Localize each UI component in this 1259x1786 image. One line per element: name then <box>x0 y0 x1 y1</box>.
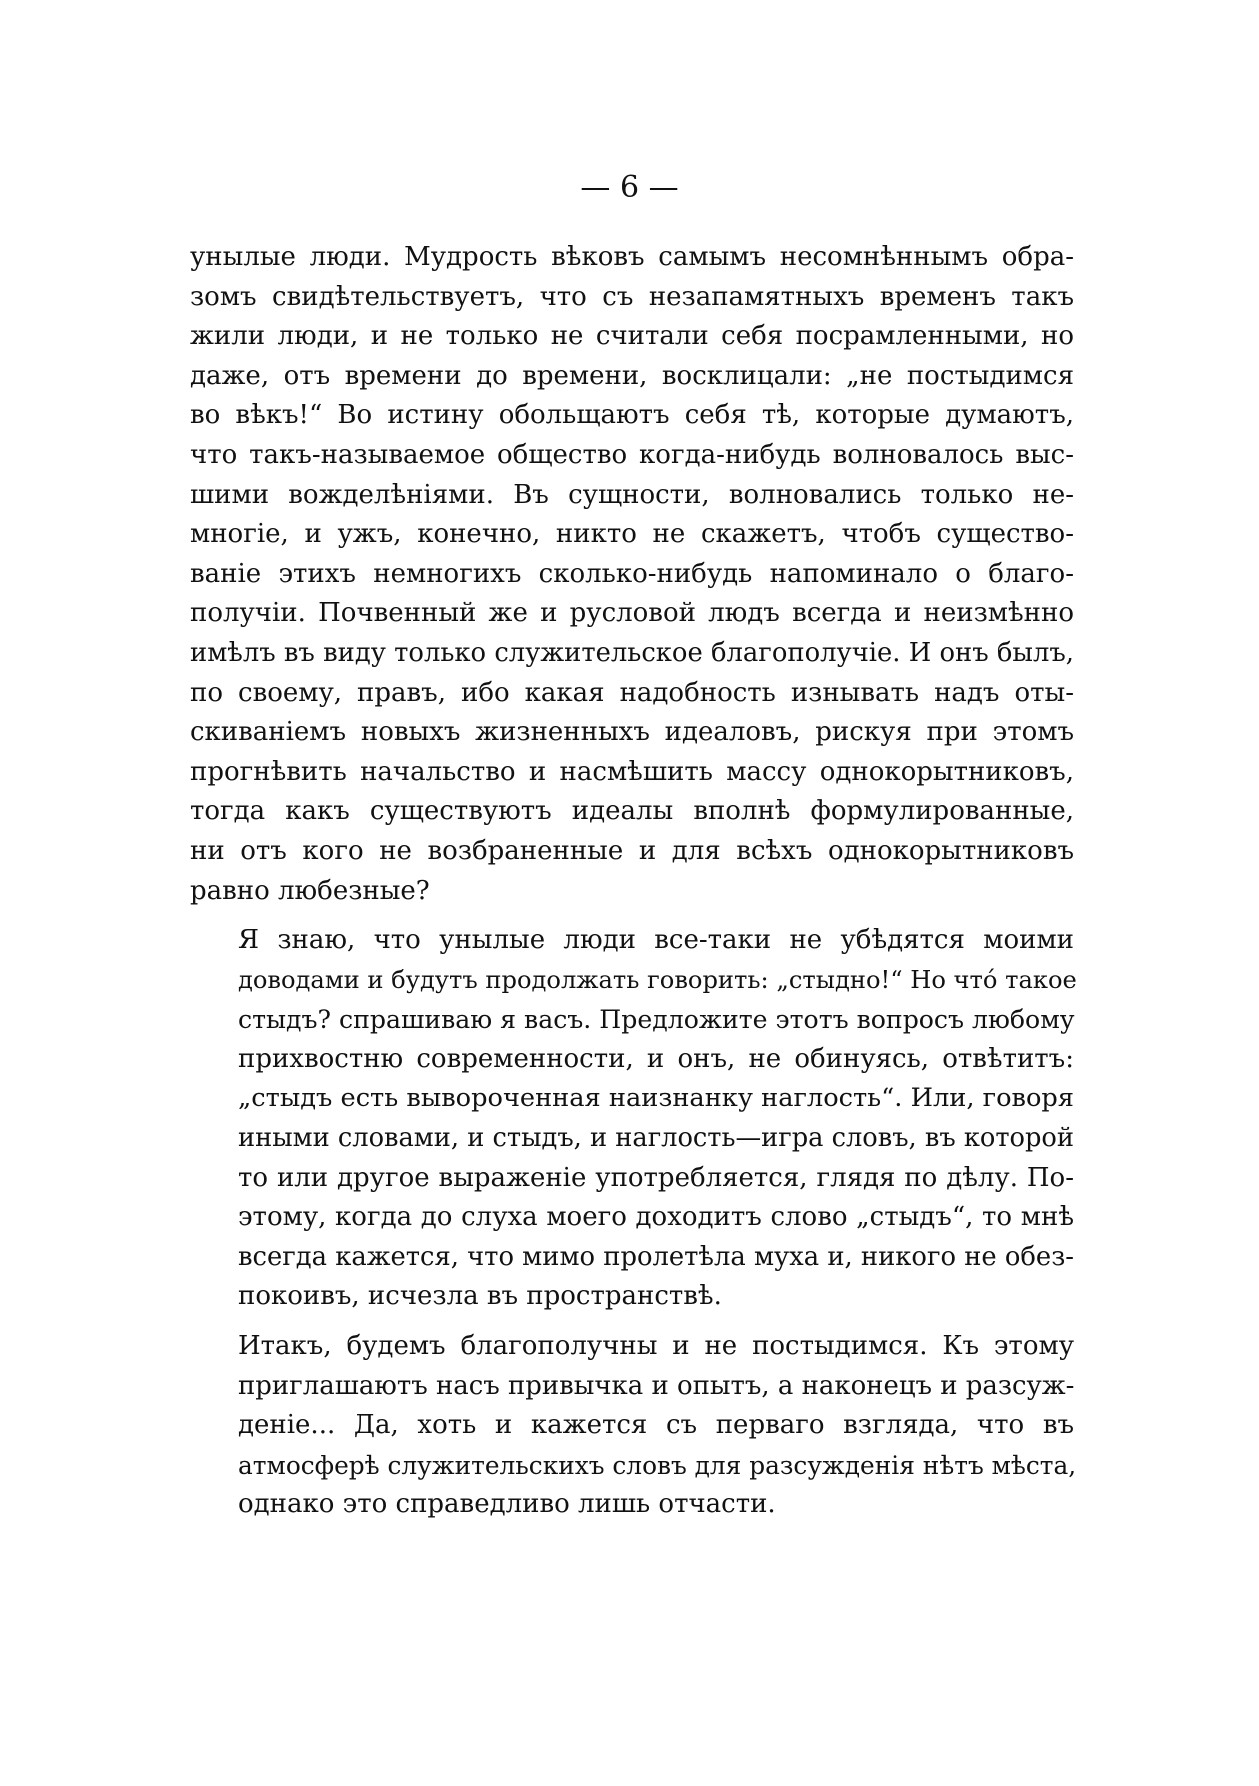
text-line: иными словами, и стыдъ, и наглость—игра словъ, въ которой <box>238 1123 1074 1154</box>
text-line: прогнѣвить начальство и насмѣшить массу однокорытниковъ, <box>190 756 1074 787</box>
text-line: многіе, и ужъ, конечно, никто не скажетъ, чтобъ существо- <box>190 519 1074 550</box>
text-line: Я знаю, что унылые люди все-таки не убѣдятся моими <box>238 925 1074 956</box>
text-line: атмосферѣ служительскихъ словъ для разсужденія нѣтъ мѣста, <box>238 1450 1077 1480</box>
text-line: даже, отъ времени до времени, восклицали: „не постыдимся <box>190 360 1074 391</box>
text-line: стыдъ? спрашиваю я васъ. Предложите этотъ вопросъ любому <box>238 1005 1075 1035</box>
text-line: по своему, правъ, ибо какая надобность изнывать надъ оты- <box>190 677 1074 708</box>
paragraph-2 <box>190 921 1077 1317</box>
text-line: жили люди, и не только не считали себя посрамленными, но <box>190 321 1074 352</box>
paragraph-1 <box>190 238 1074 911</box>
text-line: „стыдъ есть вывороченная наизнанку наглость“. Или, говоря <box>238 1083 1074 1114</box>
body-text <box>190 238 1077 1525</box>
text-line: однако это справедливо лишь отчасти. <box>238 1489 776 1520</box>
text-line: приглашаютъ насъ привычка и опытъ, а наконецъ и разсуж- <box>238 1370 1075 1401</box>
text-line: имѣлъ въ виду только служительское благополучіе. И онъ былъ, <box>190 637 1074 668</box>
paragraph-3 <box>190 1327 1077 1525</box>
text-line: тогда какъ существуютъ идеалы вполнѣ формулированные, <box>190 796 1074 827</box>
text-line: что такъ-называемое общество когда-нибудь волновалось выс- <box>190 439 1074 470</box>
text-line: унылые люди. Мудрость вѣковъ самымъ несомнѣннымъ обра- <box>190 242 1074 272</box>
text-line: во вѣкъ!“ Во истину обольщаютъ себя тѣ, которые думаютъ, <box>190 400 1074 431</box>
text-line: ваніе этихъ немногихъ сколько-нибудь напоминало о благо- <box>190 558 1074 589</box>
text-line: этому, когда до слуха моего доходитъ слово „стыдъ“, то мнѣ <box>238 1202 1074 1233</box>
text-line: Итакъ, будемъ благополучны и не постыдимся. Къ этому <box>238 1331 1074 1362</box>
text-line: шими вожделѣніями. Въ сущности, волновались только не- <box>190 479 1074 510</box>
text-line: доводами и будутъ продолжать говорить: „стыдно!“ Но что́ такое <box>238 965 1077 994</box>
text-line: ни отъ кого не возбраненные и для всѣхъ однокорытниковъ <box>190 835 1074 866</box>
text-line: деніе... Да, хоть и кажется съ перваго взгляда, что въ <box>238 1410 1074 1441</box>
text-line: то или другое выраженіе употребляется, глядя по дѣлу. По- <box>238 1162 1074 1193</box>
text-line: зомъ свидѣтельствуетъ, что съ незапамятныхъ временъ такъ <box>190 281 1074 312</box>
text-line: скиваніемъ новыхъ жизненныхъ идеаловъ, рискуя при этомъ <box>190 717 1074 748</box>
page-number: — 6 — <box>580 170 679 205</box>
text-line: получіи. Почвенный же и русловой людъ всегда и неизмѣнно <box>190 598 1074 629</box>
text-line: всегда кажется, что мимо пролетѣла муха и, никого не обез- <box>238 1241 1074 1272</box>
text-line: прихвостню современности, и онъ, не обинуясь, отвѣтитъ: <box>238 1043 1074 1074</box>
text-line: покоивъ, исчезла въ пространствѣ. <box>238 1281 722 1312</box>
text-line: равно любезные? <box>190 875 430 906</box>
